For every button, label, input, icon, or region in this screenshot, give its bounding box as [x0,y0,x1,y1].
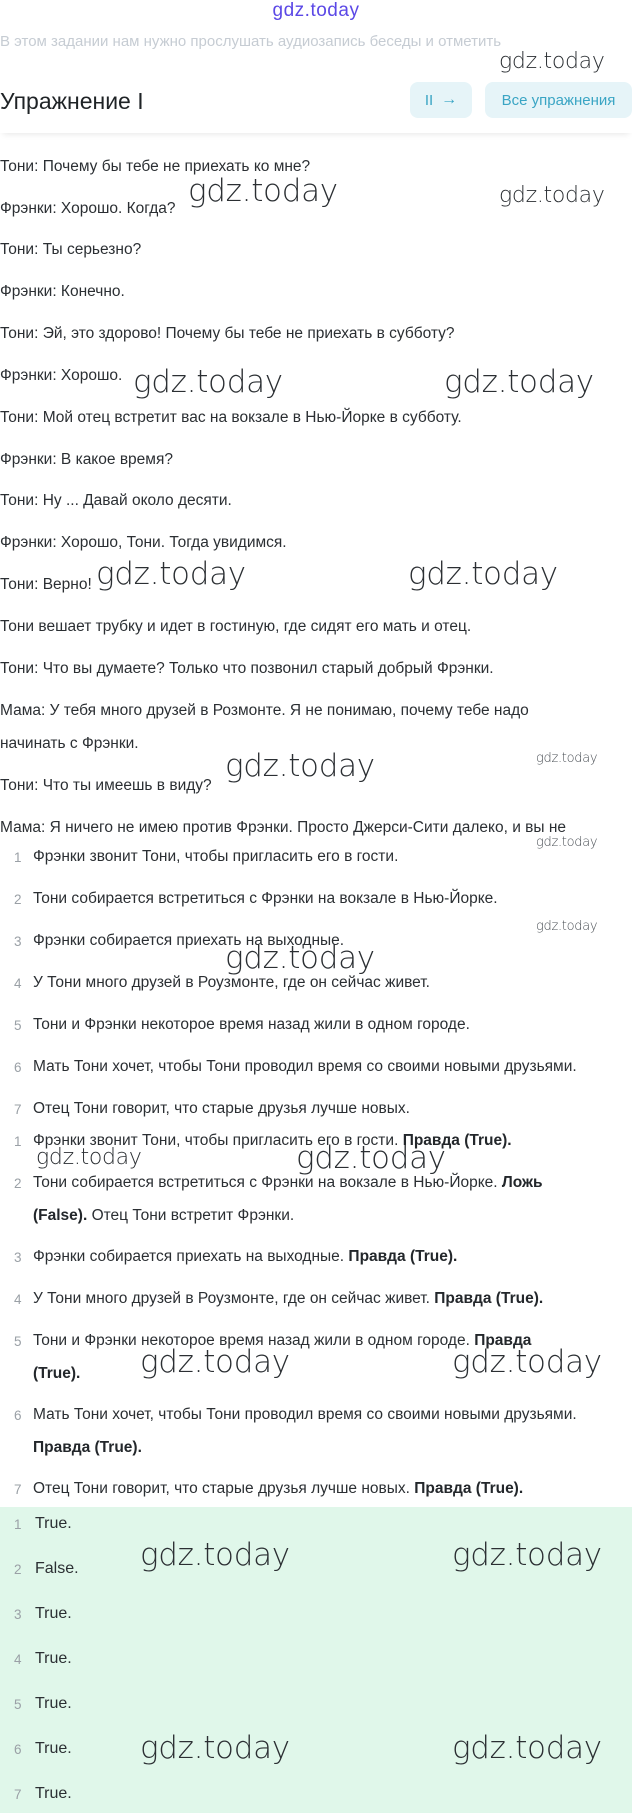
statement-number: 6 [14,1060,22,1075]
page-title: Упражнение I [0,88,144,114]
transcript-line: Мама: Я ничего не имею против Фрэнки. Просто Джерси-Сити далеко, и вы не [0,819,567,836]
watermark: gdz.today [36,1145,142,1170]
answer-text: True. [35,1695,72,1712]
answer-number: 1 [14,1517,22,1532]
statement-number: 5 [14,1018,22,1033]
answer-text: True. [35,1785,72,1802]
explained-number: 4 [14,1292,22,1307]
transcript-line: Тони: Мой отец встретит вас на вокзале в Нью-Йорке в субботу. [0,409,462,426]
statement-text: Фрэнки звонит Тони, чтобы пригласить его в гости. [33,848,399,865]
transcript-line: Фрэнки: В какое время? [0,451,173,468]
prev-exercise-button[interactable] [410,82,472,118]
watermark: gdz.today [133,364,283,400]
statement-number: 3 [14,934,22,949]
transcript-line: Тони: Ты серьезно? [0,241,142,258]
explained-text: Мать Тони хочет, чтобы Тони проводил время со своими новыми друзьями. [33,1406,577,1423]
prev-exercise-label: II [424,91,434,109]
transcript-line: Тони: Почему бы тебе не приехать ко мне? [0,158,311,175]
answer-number: 6 [14,1742,22,1757]
watermark: gdz.today [225,940,375,976]
all-exercises-button[interactable]: Все упражнения [485,82,632,118]
watermark: gdz.today [536,919,598,934]
transcript-line: Фрэнки: Хорошо. [0,367,123,384]
explained-number: 5 [14,1334,22,1349]
transcript-line: начинать с Фрэнки. [0,735,139,752]
transcript-line: Тони: Что ты имеешь в виду? [0,777,212,794]
transcript-line: Тони: Что вы думаете? Только что позвонил старый добрый Фрэнки. [0,660,494,677]
watermark: gdz.today [188,173,338,209]
explained-number: 3 [14,1250,22,1265]
answer-text: True. [35,1650,72,1667]
watermark: gdz.today [536,751,598,766]
watermark: gdz.today [225,748,375,784]
watermark: gdz.today [140,1730,290,1766]
explained-text: Фрэнки собирается приехать на выходные. Правда (True). [33,1248,458,1265]
explained-text: Тони и Фрэнки некоторое время назад жили в одном городе. Правда [33,1332,532,1349]
watermark: gdz.today [140,1537,290,1573]
statement-text: Тони и Фрэнки некоторое время назад жили в одном городе. [33,1016,470,1033]
answer-text: True. [35,1605,72,1622]
statement-number: 2 [14,892,22,907]
explained-number: 6 [14,1408,22,1423]
watermark: gdz.today [536,835,598,850]
answer-text: False. [35,1560,79,1577]
answer-number: 3 [14,1607,22,1622]
explained-text: Фрэнки звонит Тони, чтобы пригласить его в гости. Правда (True). [33,1132,512,1149]
statement-text: Отец Тони говорит, что старые друзья лучше новых. [33,1100,410,1117]
watermark: gdz.today [452,1344,602,1380]
explained-number: 2 [14,1176,22,1191]
explained-text-cont: (True). [33,1365,81,1382]
watermark: gdz.today [96,556,246,592]
explained-text: Тони собирается встретиться с Фрэнки на вокзале в Нью-Йорке. Ложь [33,1174,543,1191]
watermark: gdz.today [452,1730,602,1766]
explained-text-cont: Правда (True). [33,1439,142,1456]
answer-number: 4 [14,1652,22,1667]
explained-number: 1 [14,1134,22,1149]
transcript-line: Тони: Ну ... Давай около десяти. [0,492,232,509]
statement-number: 7 [14,1102,22,1117]
answer-number: 2 [14,1562,22,1577]
statement-text: Мать Тони хочет, чтобы Тони проводил время со своими новыми друзьями. [33,1058,577,1075]
transcript-line: Мама: У тебя много друзей в Розмонте. Я не понимаю, почему тебе надо [0,702,529,719]
transcript-line: Фрэнки: Хорошо, Тони. Тогда увидимся. [0,534,287,551]
statement-text: Фрэнки собирается приехать на выходные. [33,932,345,949]
answer-number: 5 [14,1697,22,1712]
statement-text: Тони собирается встретиться с Фрэнки на вокзале в Нью-Йорке. [33,890,498,907]
transcript-line: Фрэнки: Хорошо. Когда? [0,200,176,217]
watermark: gdz.today [296,1140,446,1176]
watermark: gdz.today [499,183,605,208]
answer-text: True. [35,1740,72,1757]
watermark: gdz.today [408,556,558,592]
watermark: gdz.today [444,364,594,400]
arrow-right-icon: → [441,91,458,108]
intro-text: В этом задании нам нужно прослушать аудиозапись беседы и отметить [0,33,502,50]
transcript-line: Тони: Эй, это здорово! Почему бы тебе не приехать в субботу? [0,325,455,342]
watermark: gdz.today [452,1537,602,1573]
site-logo[interactable]: gdz.today [272,0,360,21]
transcript-line: Фрэнки: Конечно. [0,283,125,300]
statement-text: У Тони много друзей в Роузмонте, где он сейчас живет. [33,974,430,991]
explained-text: У Тони много друзей в Роузмонте, где он сейчас живет. Правда (True). [33,1290,544,1307]
explained-text: Отец Тони говорит, что старые друзья лучше новых. Правда (True). [33,1480,524,1497]
watermark: gdz.today [140,1344,290,1380]
transcript-line: Тони вешает трубку и идет в гостиную, где сидят его мать и отец. [0,618,472,635]
explained-text-cont: (False). Отец Тони встретит Фрэнки. [33,1207,295,1224]
statement-number: 1 [14,850,22,865]
answer-text: True. [35,1515,72,1532]
transcript-line: Тони: Верно! [0,576,92,593]
explained-number: 7 [14,1482,22,1497]
watermark: gdz.today [499,49,605,74]
statement-number: 4 [14,976,22,991]
answer-number: 7 [14,1787,22,1802]
